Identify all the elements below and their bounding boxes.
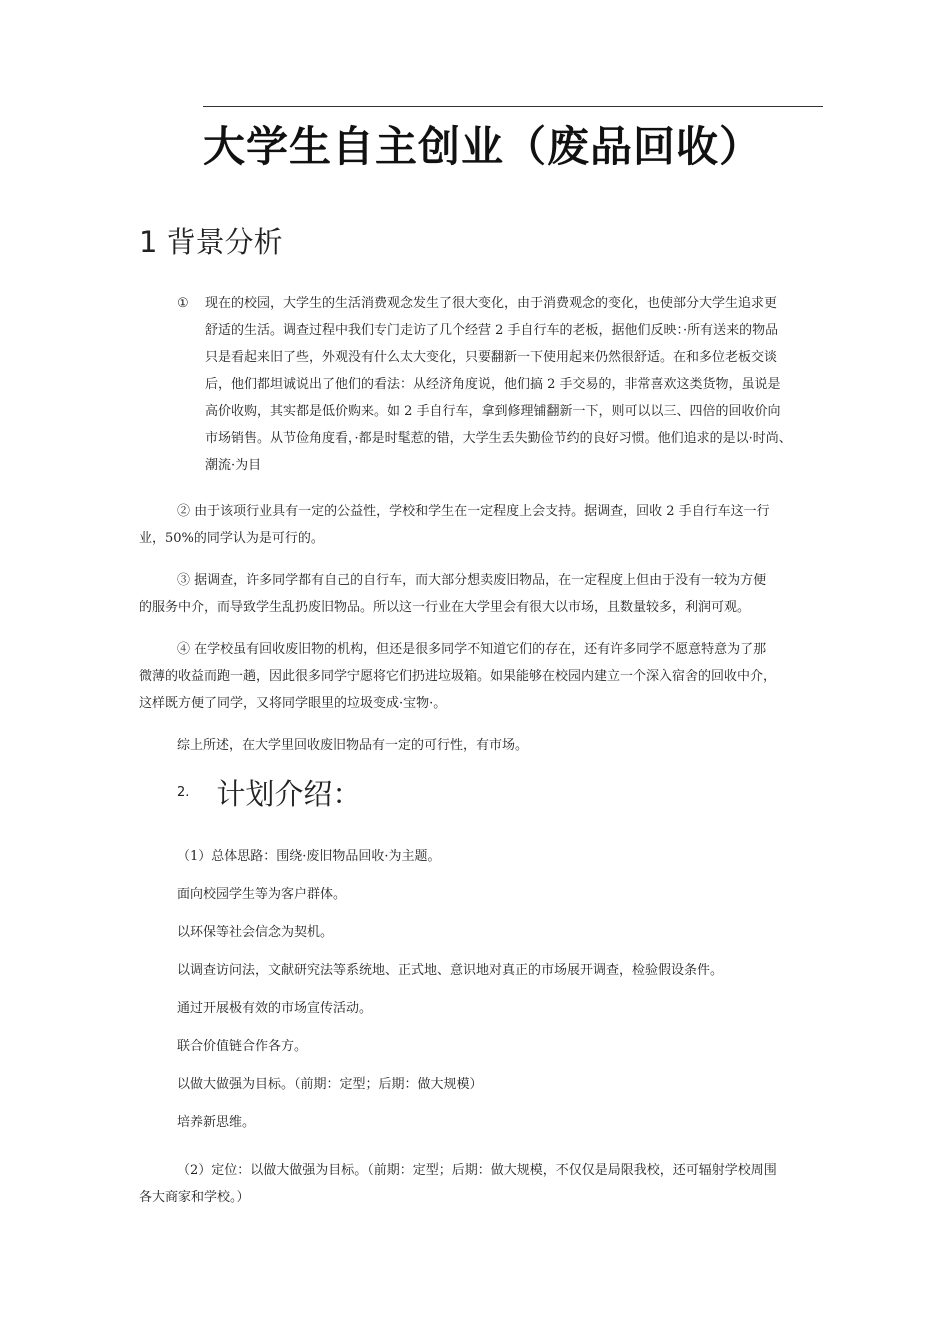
section-2-title: 计划介绍：: [216, 777, 362, 811]
section-2-heading: [177, 772, 361, 813]
list-item: 以环保等社会信念为契机。: [177, 925, 334, 940]
document-title: 大学生自主创业（废品回收）: [203, 122, 763, 171]
list-item: 以调查访问法，文献研究法等系统地、正式地、意识地对真正的市场展开调查，检验假设条件。: [177, 963, 724, 978]
paragraph-line: 只是看起来旧了些，外观没有什么太大变化，只要翻新一下使用起来仍然很舒适。在和多位老板交谈: [205, 350, 778, 365]
background-item-3: [139, 567, 766, 621]
paragraph-line: ④ 在学校虽有回收废旧物的机构，但还是很多同学不知道它们的存在，还有许多同学不愿意特意为了那: [177, 642, 767, 657]
paragraph-line: 高价收购，其实都是低价购来。如 2 手自行车，拿到修理铺翻新一下，则可以以三、四倍的回收价向: [205, 404, 781, 419]
list-item: 联合价值链合作各方。: [177, 1039, 308, 1054]
paragraph-line: 微薄的收益而跑一趟，因此很多同学宁愿将它们扔进垃圾箱。如果能够在校园内建立一个深入宿舍的回收中介，: [139, 669, 777, 684]
list-item: （1）总体思路：围绕·废旧物品回收·为主题。: [177, 849, 441, 864]
background-summary: 综上所述，在大学里回收废旧物品有一定的可行性，有市场。: [177, 738, 529, 753]
paragraph-line: ② 由于该项行业具有一定的公益性，学校和学生在一定程度上会支持。据调查，回收 2 手自行车这一行: [177, 504, 770, 519]
paragraph-line: 市场销售。从节俭角度看，·都是时髦惹的错，大学生丢失勤俭节约的良好习惯。他们追求的是以·时尚、: [205, 431, 792, 446]
paragraph-line: 的服务中介，而导致学生乱扔废旧物品。所以这一行业在大学里会有很大以市场，且数量较多，利润可观。: [139, 600, 751, 615]
list-item: 通过开展极有效的市场宣传活动。: [177, 1001, 373, 1016]
item-marker: ①: [177, 296, 189, 311]
paragraph-line: ③ 据调查，许多同学都有自己的自行车，而大部分想卖废旧物品，在一定程度上但由于没有一较为方便: [177, 573, 767, 588]
paragraph-line: 舒适的生活。调查过程中我们专门走访了几个经营 2 手自行车的老板，据他们反映：·所有送来的物品: [205, 323, 779, 338]
paragraph-line: 现在的校园，大学生的生活消费观念发生了很大变化，由于消费观念的变化，也使部分大学生追求更: [205, 296, 778, 311]
list-item: 以做大做强为目标。（前期：定型；后期：做大规模）: [177, 1077, 483, 1092]
background-item-2: [139, 498, 770, 552]
background-item-1: [177, 290, 792, 479]
paragraph-line: 业，50%的同学认为是可行的。: [139, 531, 324, 546]
paragraph-line: 潮流·为目: [205, 458, 262, 473]
paragraph-line: （2）定位：以做大做强为目标。（前期：定型；后期：做大规模，不仅仅是局限我校，还可辐射学校周围: [177, 1163, 777, 1178]
list-item: 面向校园学生等为客户群体。: [177, 887, 347, 902]
plan-overview-list: [177, 843, 723, 1147]
list-item: 培养新思维。: [177, 1115, 256, 1130]
paragraph-line: 这样既方便了同学，又将同学眼里的垃圾变成·宝物·。: [139, 696, 447, 711]
paragraph-line: 各大商家和学校。）: [139, 1190, 250, 1205]
plan-positioning: [139, 1157, 777, 1211]
background-item-4: [139, 636, 776, 717]
header-rule: [203, 106, 823, 107]
paragraph-line: 后，他们都坦诚说出了他们的看法：从经济角度说，他们搞 2 手交易的，非常喜欢这类货物，虽说是: [205, 377, 781, 392]
section-2-number: 2.: [177, 785, 190, 800]
section-1-heading: 1 背景分析: [139, 225, 283, 259]
